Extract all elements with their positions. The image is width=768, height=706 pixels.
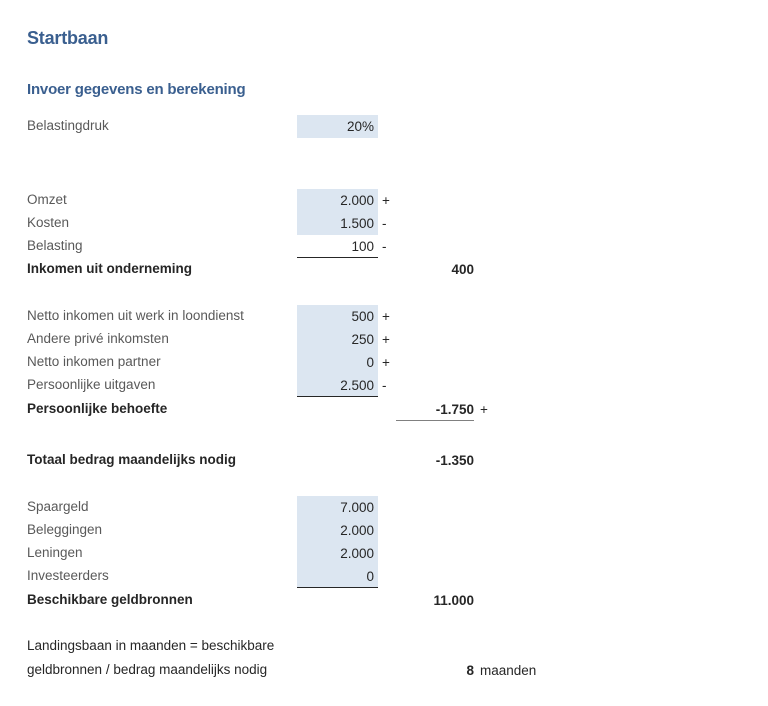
runway-formula-line-2: geldbronnen / bedrag maandelijks nodig [27, 662, 268, 677]
savings-label: Spaargeld [27, 499, 89, 514]
monthly-need-value: -1.350 [435, 453, 474, 468]
investments-input[interactable]: 2.000 [297, 519, 378, 542]
runway-months-unit: maanden [480, 663, 537, 678]
personal-expenses-input[interactable]: 2.500 [297, 374, 378, 397]
section-heading: Invoer gegevens en berekening [27, 81, 246, 98]
loans-input[interactable]: 2.000 [297, 542, 378, 565]
loans-label: Leningen [27, 545, 83, 560]
costs-row [0, 212, 768, 235]
other-income-row [0, 328, 768, 351]
business-income-label: Inkomen uit onderneming [27, 261, 193, 276]
tax-rate-label: Belastingdruk [27, 118, 109, 133]
savings-input[interactable]: 7.000 [297, 496, 378, 519]
monthly-need-row [0, 449, 768, 472]
monthly-need-label: Totaal bedrag maandelijks nodig [27, 452, 237, 467]
runway-formula-row-1 [0, 635, 768, 658]
salary-row [0, 305, 768, 328]
investors-input[interactable]: 0 [297, 565, 378, 588]
revenue-row [0, 189, 768, 212]
costs-input[interactable]: 1.500 [297, 212, 378, 235]
plus-sign: + [382, 309, 390, 324]
personal-need-label: Persoonlijke behoefte [27, 401, 168, 416]
salary-input[interactable]: 500 [297, 305, 378, 328]
business-income-value: 400 [451, 262, 474, 277]
revenue-input[interactable]: 2.000 [297, 189, 378, 212]
personal-expenses-row [0, 374, 768, 397]
runway-row [0, 659, 768, 682]
revenue-label: Omzet [27, 192, 67, 207]
tax-row [0, 235, 768, 258]
minus-sign: - [382, 216, 387, 231]
business-income-row [0, 258, 768, 281]
investments-row [0, 519, 768, 542]
loans-row [0, 542, 768, 565]
partner-income-label: Netto inkomen partner [27, 354, 161, 369]
investors-label: Investeerders [27, 568, 109, 583]
plus-sign: + [382, 355, 390, 370]
other-income-label: Andere privé inkomsten [27, 331, 169, 346]
costs-label: Kosten [27, 215, 70, 230]
personal-need-value: -1.750 [396, 398, 474, 421]
personal-need-row [0, 398, 768, 421]
plus-sign: + [480, 402, 488, 417]
investments-label: Beleggingen [27, 522, 103, 537]
runway-formula-line-1: Landingsbaan in maanden = beschikbare [27, 638, 275, 653]
tax-rate-row [0, 115, 768, 138]
runway-months-value: 8 [466, 663, 474, 678]
page-title: Startbaan [27, 28, 109, 48]
tax-amount-cell: 100 [297, 235, 378, 258]
salary-label: Netto inkomen uit werk in loondienst [27, 308, 244, 323]
partner-income-input[interactable]: 0 [297, 351, 378, 374]
savings-row [0, 496, 768, 519]
tax-rate-input[interactable]: 20% [297, 115, 378, 138]
plus-sign: + [382, 193, 390, 208]
tax-label: Belasting [27, 238, 83, 253]
minus-sign: - [382, 239, 387, 254]
available-funds-value: 11.000 [433, 593, 474, 608]
available-funds-row [0, 589, 768, 612]
investors-row [0, 565, 768, 588]
partner-income-row [0, 351, 768, 374]
plus-sign: + [382, 332, 390, 347]
available-funds-label: Beschikbare geldbronnen [27, 592, 193, 607]
minus-sign: - [382, 378, 387, 393]
personal-expenses-label: Persoonlijke uitgaven [27, 377, 156, 392]
other-income-input[interactable]: 250 [297, 328, 378, 351]
